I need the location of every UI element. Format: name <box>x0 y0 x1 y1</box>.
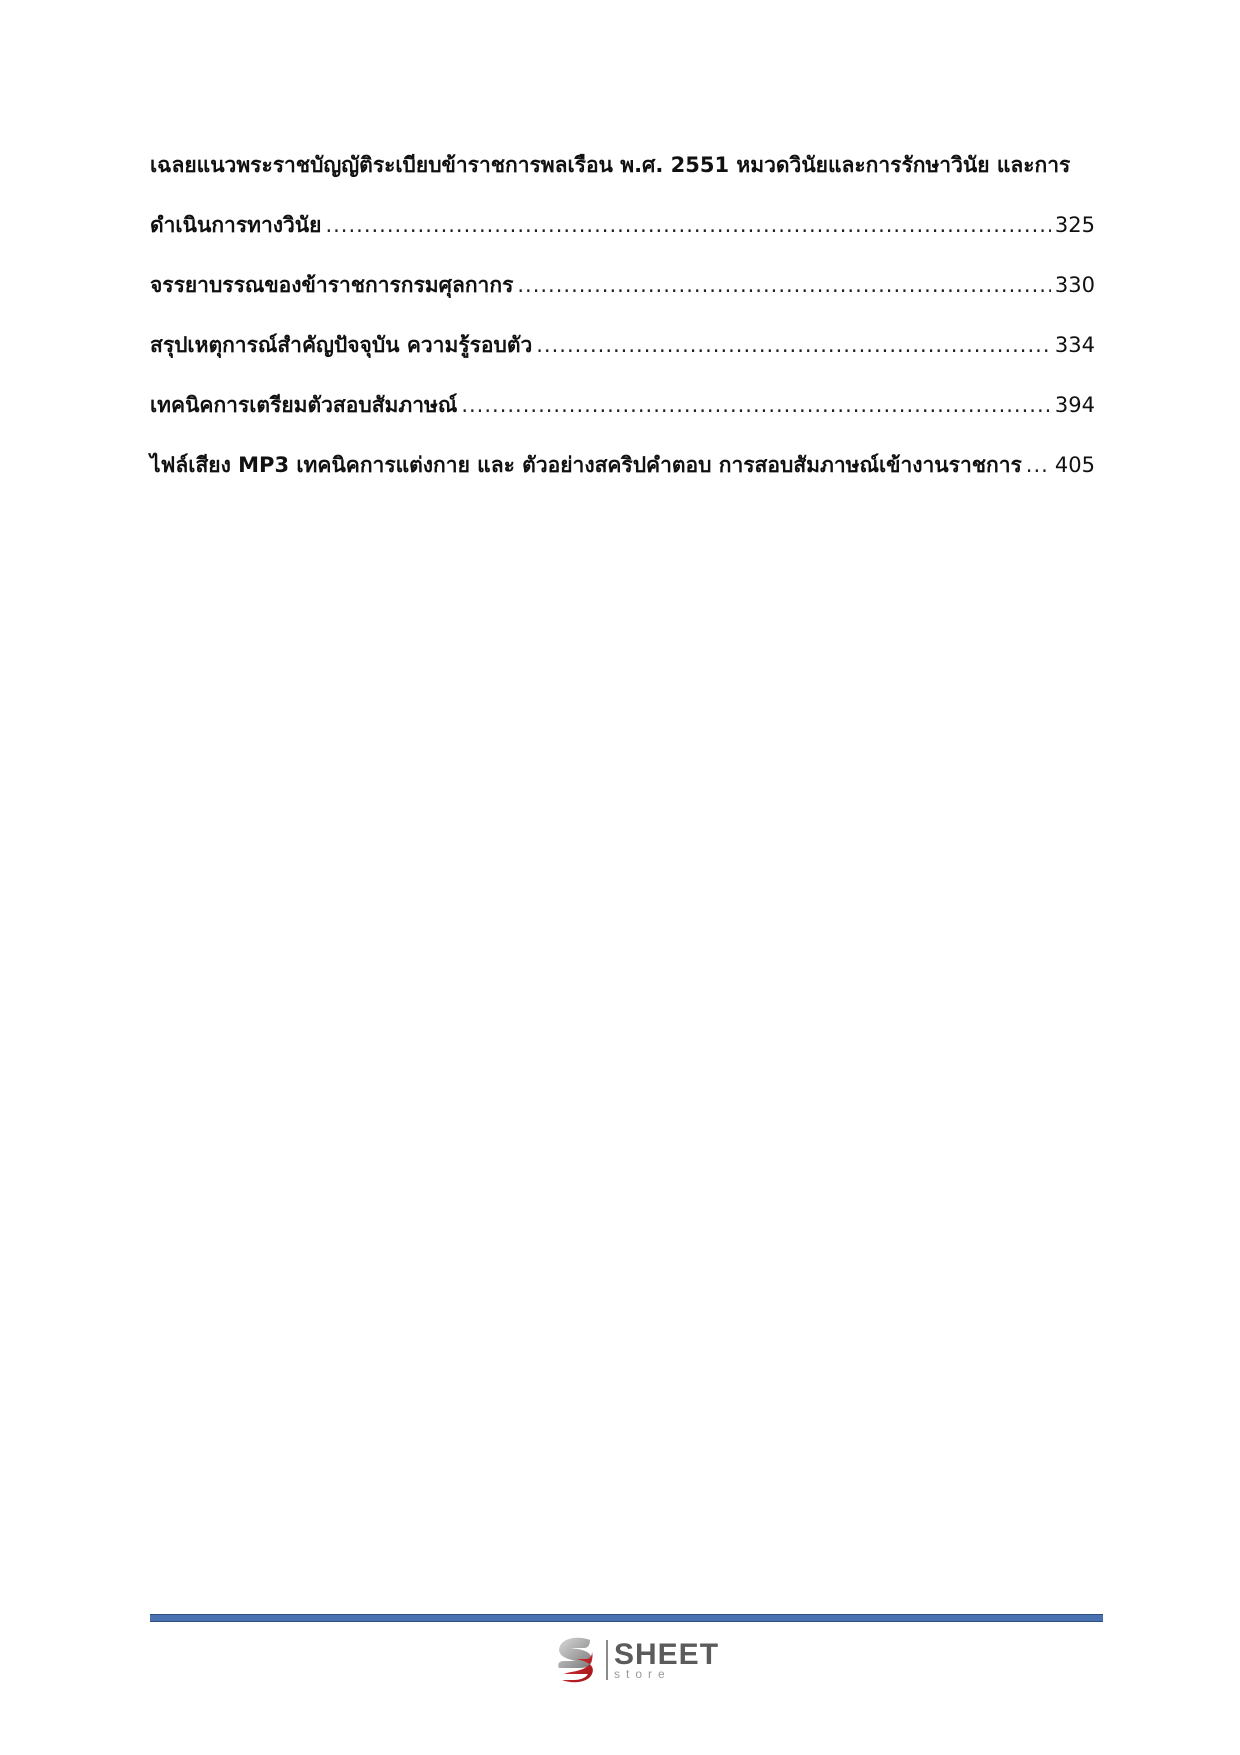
dot-leader <box>517 270 1051 300</box>
toc-entry-page: 405 <box>1054 453 1095 477</box>
toc-entry-title: ไฟล์เสียง MP3 เทคนิคการแต่งกาย และ ตัวอย่างสคริปคำตอบ การสอบสัมภาษณ์เข้างานราชการ <box>150 453 1022 477</box>
toc-entry[interactable] <box>150 450 1095 480</box>
toc-entry-page: 394 <box>1054 393 1095 417</box>
toc-entry-row <box>150 450 1095 480</box>
toc-entry-page: 334 <box>1054 333 1095 357</box>
toc-entry[interactable] <box>150 330 1095 360</box>
toc-entry-page: 325 <box>1054 213 1095 237</box>
toc-entry-row <box>150 270 1095 300</box>
logo-wordmark <box>614 1640 719 1680</box>
logo-brand-text: SHEET <box>614 1638 720 1671</box>
toc-entry-title: ดำเนินการทางวินัย <box>150 213 322 237</box>
toc-entry-title: จรรยาบรรณของข้าราชการกรมศุลกากร <box>150 273 514 297</box>
toc-entry-title-line1: เฉลยแนวพระราชบัญญัติระเบียบข้าราชการพลเรือน พ.ศ. 2551 หมวดวินัยและการรักษาวินัย และการ <box>150 153 1071 177</box>
toc-entry-page: 330 <box>1054 273 1095 297</box>
logo-sub-text: store <box>614 1667 671 1681</box>
sheet-store-logo <box>550 1632 730 1688</box>
dot-leader <box>536 330 1051 360</box>
toc-entry[interactable] <box>150 150 1095 240</box>
dot-leader <box>325 210 1050 240</box>
toc-entry[interactable] <box>150 270 1095 300</box>
dot-leader <box>461 390 1051 420</box>
toc-entry-row <box>150 330 1095 360</box>
toc-entry-title: เทคนิคการเตรียมตัวสอบสัมภาษณ์ <box>150 393 458 417</box>
sheet-store-s-icon <box>550 1634 600 1686</box>
toc-entry[interactable] <box>150 390 1095 420</box>
toc-entry-row <box>150 390 1095 420</box>
logo-separator <box>606 1640 608 1680</box>
table-of-contents <box>150 150 1095 510</box>
toc-entry-title: สรุปเหตุการณ์สำคัญปัจจุบัน ความรู้รอบตัว <box>150 333 533 357</box>
dot-leader <box>1026 450 1051 480</box>
toc-entry-row <box>150 210 1095 240</box>
footer-rule <box>150 1614 1103 1622</box>
